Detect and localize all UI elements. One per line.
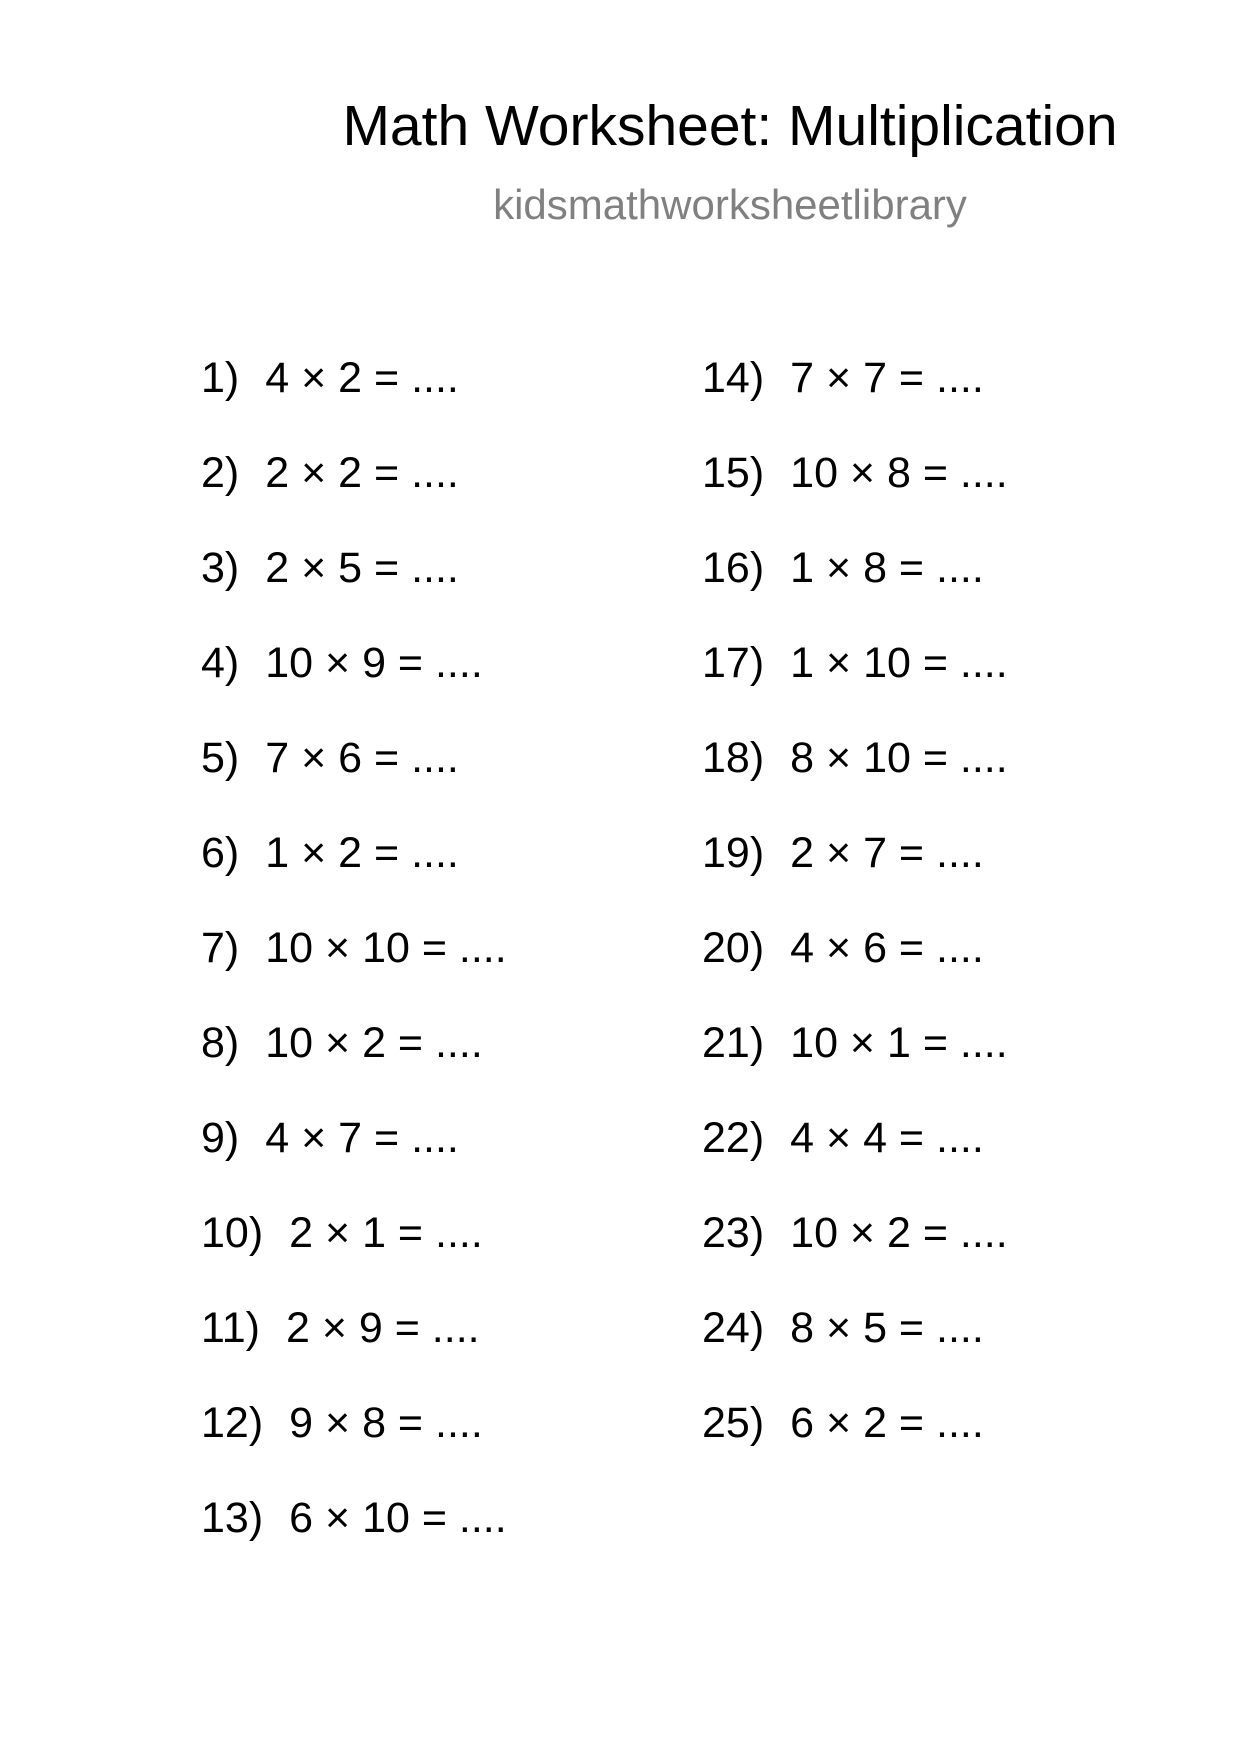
problem-expression: 2 × 5 = ....: [265, 544, 459, 592]
problem-5: [201, 733, 459, 783]
problem-2: [201, 448, 459, 498]
problem-24: [702, 1303, 984, 1353]
problem-expression: 1 × 2 = ....: [265, 829, 459, 877]
problem-expression: 10 × 1 = ....: [790, 1019, 1008, 1067]
problem-16: [702, 543, 984, 593]
problem-number: 19): [702, 829, 765, 877]
problem-expression: 10 × 2 = ....: [265, 1019, 483, 1067]
problem-9: [201, 1113, 459, 1163]
problem-expression: 7 × 7 = ....: [790, 354, 984, 402]
problem-number: 14): [702, 354, 765, 402]
problem-number: 1): [201, 354, 240, 402]
problem-expression: 4 × 2 = ....: [265, 354, 459, 402]
problem-3: [201, 543, 459, 593]
problem-21: [702, 1018, 1008, 1068]
problem-expression: 6 × 10 = ....: [289, 1494, 507, 1542]
problem-7: [201, 923, 507, 973]
problem-number: 10): [201, 1209, 264, 1257]
problem-expression: 2 × 2 = ....: [265, 449, 459, 497]
problem-expression: 6 × 2 = ....: [790, 1399, 984, 1447]
problem-number: 13): [201, 1494, 264, 1542]
problem-number: 12): [201, 1399, 264, 1447]
problem-number: 24): [702, 1304, 765, 1352]
problem-expression: 10 × 2 = ....: [790, 1209, 1008, 1257]
problem-17: [702, 638, 1008, 688]
problem-number: 6): [201, 829, 240, 877]
problem-number: 2): [201, 449, 240, 497]
problem-23: [702, 1208, 1008, 1258]
problem-expression: 7 × 6 = ....: [265, 734, 459, 782]
problem-number: 8): [201, 1019, 240, 1067]
problem-expression: 4 × 4 = ....: [790, 1114, 984, 1162]
problem-12: [201, 1398, 483, 1448]
problem-14: [702, 353, 984, 403]
problem-number: 25): [702, 1399, 765, 1447]
problem-number: 3): [201, 544, 240, 592]
problem-number: 7): [201, 924, 240, 972]
problem-number: 15): [702, 449, 765, 497]
problem-number: 16): [702, 544, 765, 592]
problem-expression: 8 × 5 = ....: [790, 1304, 984, 1352]
problem-19: [702, 828, 984, 878]
problem-13: [201, 1493, 507, 1543]
problem-expression: 8 × 10 = ....: [790, 734, 1008, 782]
problem-expression: 4 × 7 = ....: [265, 1114, 459, 1162]
problem-8: [201, 1018, 483, 1068]
problem-number: 9): [201, 1114, 240, 1162]
problem-1: [201, 353, 459, 403]
problem-number: 11): [201, 1304, 260, 1352]
problem-expression: 10 × 9 = ....: [265, 639, 483, 687]
problem-number: 4): [201, 639, 240, 687]
problem-number: 21): [702, 1019, 765, 1067]
problem-20: [702, 923, 984, 973]
problem-expression: 1 × 8 = ....: [790, 544, 984, 592]
page-title: Math Worksheet: Multiplication: [342, 94, 1118, 158]
problem-expression: 2 × 7 = ....: [790, 829, 984, 877]
problem-10: [201, 1208, 483, 1258]
problem-number: 20): [702, 924, 765, 972]
problem-25: [702, 1398, 984, 1448]
problem-number: 5): [201, 734, 240, 782]
page-subtitle: kidsmathworksheetlibrary: [493, 181, 967, 228]
problem-number: 18): [702, 734, 765, 782]
problem-number: 23): [702, 1209, 765, 1257]
problem-4: [201, 638, 483, 688]
problem-6: [201, 828, 459, 878]
problem-expression: 1 × 10 = ....: [790, 639, 1008, 687]
problem-11: [201, 1303, 480, 1353]
problem-expression: 10 × 10 = ....: [265, 924, 507, 972]
problem-number: 22): [702, 1114, 765, 1162]
problem-expression: 10 × 8 = ....: [790, 449, 1008, 497]
problem-expression: 9 × 8 = ....: [289, 1399, 483, 1447]
problem-18: [702, 733, 1008, 783]
problem-expression: 2 × 1 = ....: [289, 1209, 483, 1257]
problem-expression: 2 × 9 = ....: [285, 1304, 480, 1352]
problem-15: [702, 448, 1008, 498]
problem-number: 17): [702, 639, 765, 687]
problem-expression: 4 × 6 = ....: [790, 924, 984, 972]
problem-22: [702, 1113, 984, 1163]
